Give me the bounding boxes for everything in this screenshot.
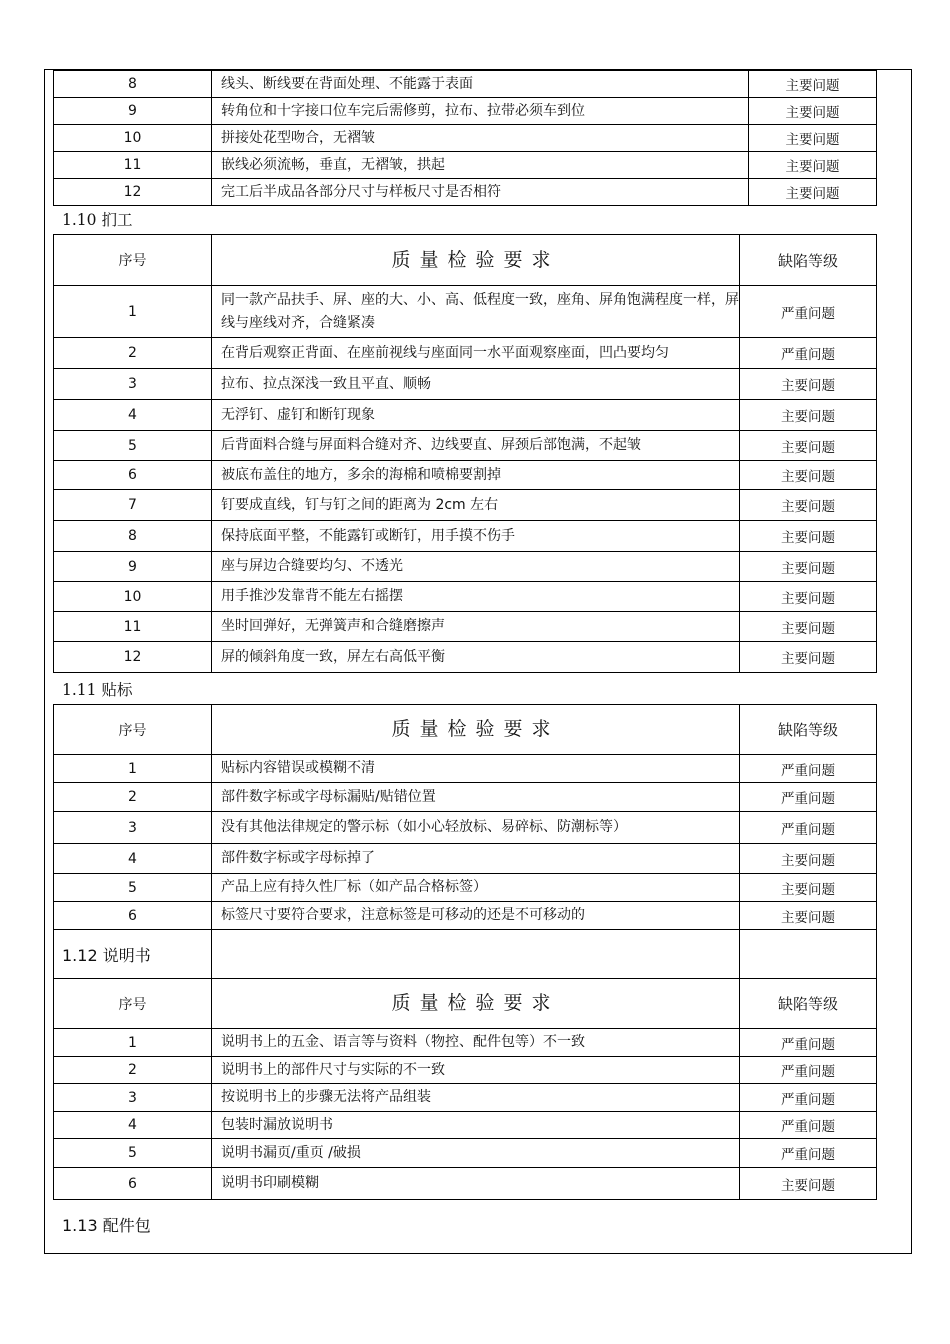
- table-row: [54, 582, 877, 612]
- table-row: [54, 612, 877, 642]
- section-row-1-12: [54, 930, 877, 979]
- row-number: 2: [54, 1057, 212, 1084]
- table-row: [54, 552, 877, 582]
- row-number: 7: [54, 490, 212, 521]
- table-row: [54, 338, 877, 369]
- row-requirement: 拉布、拉点深浅一致且平直、顺畅: [212, 369, 740, 400]
- row-defect-level: 主要问题: [740, 521, 877, 552]
- row-requirement: 钉要成直线，钉与钉之间的距离为 2cm 左右: [212, 490, 740, 521]
- table-row: [54, 874, 877, 902]
- table-row: [54, 369, 877, 400]
- table-row: [54, 1112, 877, 1139]
- row-defect-level: 主要问题: [749, 98, 877, 125]
- table-row: [54, 902, 877, 930]
- row-number: 4: [54, 1112, 212, 1139]
- row-number: 5: [54, 1139, 212, 1168]
- row-defect-level: 主要问题: [740, 552, 877, 582]
- table-header-row: [54, 705, 877, 755]
- empty-cell: [212, 930, 740, 979]
- row-number: 5: [54, 874, 212, 902]
- table-row: [54, 286, 877, 338]
- row-requirement: 座与屏边合缝要均匀、不透光: [212, 552, 740, 582]
- table-row: [54, 1139, 877, 1168]
- row-defect-level: 主要问题: [740, 844, 877, 874]
- row-requirement: 部件数字标或字母标漏贴/贴错位置: [212, 783, 740, 812]
- header-number: 序号: [54, 705, 212, 755]
- header-defect-level: 缺陷等级: [740, 705, 877, 755]
- table-row: [54, 461, 877, 490]
- row-number: 8: [54, 521, 212, 552]
- header-number: 序号: [54, 235, 212, 286]
- row-number: 5: [54, 431, 212, 461]
- row-defect-level: 主要问题: [749, 179, 877, 206]
- row-number: 6: [54, 1168, 212, 1200]
- table-body: [54, 705, 877, 1200]
- section-title-1-11: 1.11 贴标: [62, 681, 133, 699]
- quality-table-1-11-1-12: [53, 704, 877, 1200]
- header-number: 序号: [54, 979, 212, 1029]
- row-defect-level: 主要问题: [740, 874, 877, 902]
- row-requirement: 按说明书上的步骤无法将产品组装: [212, 1084, 740, 1112]
- header-title: 质量检验要求: [212, 705, 740, 755]
- row-number: 4: [54, 844, 212, 874]
- row-number: 1: [54, 286, 212, 338]
- row-number: 6: [54, 461, 212, 490]
- row-requirement: 屏的倾斜角度一致，屏左右高低平衡: [212, 642, 740, 673]
- table-row: [54, 400, 877, 431]
- row-requirement: 坐时回弹好，无弹簧声和合缝磨擦声: [212, 612, 740, 642]
- bottom-rule: [52, 1253, 876, 1254]
- row-requirement: 贴标内容错误或模糊不清: [212, 755, 740, 783]
- row-defect-level: 严重问题: [740, 1084, 877, 1112]
- row-number: 12: [54, 642, 212, 673]
- row-defect-level: 主要问题: [749, 125, 877, 152]
- row-number: 11: [54, 612, 212, 642]
- row-requirement: 拼接处花型吻合，无褶皱: [212, 125, 749, 152]
- table-row: [54, 152, 877, 179]
- row-defect-level: 严重问题: [740, 338, 877, 369]
- row-number: 3: [54, 812, 212, 844]
- row-requirement: 保持底面平整，不能露钉或断钉，用手摸不伤手: [212, 521, 740, 552]
- row-defect-level: 严重问题: [740, 1029, 877, 1057]
- table-row: [54, 783, 877, 812]
- row-requirement: 被底布盖住的地方，多余的海棉和喷棉要割掉: [212, 461, 740, 490]
- header-defect-level: 缺陷等级: [740, 979, 877, 1029]
- row-defect-level: 主要问题: [740, 400, 877, 431]
- row-requirement: 说明书印刷模糊: [212, 1168, 740, 1200]
- row-defect-level: 严重问题: [740, 812, 877, 844]
- section-title-1-10: 1.10 扪工: [62, 211, 133, 229]
- row-number: 2: [54, 783, 212, 812]
- row-defect-level: 主要问题: [740, 902, 877, 930]
- row-number: 2: [54, 338, 212, 369]
- row-requirement: 同一款产品扶手、屏、座的大、小、高、低程度一致，座角、屏角饱满程度一样，屏线与座线对齐，合缝紧凑: [212, 286, 740, 338]
- table-row: [54, 1057, 877, 1084]
- table-header-row: [54, 979, 877, 1029]
- row-defect-level: 主要问题: [740, 1168, 877, 1200]
- row-defect-level: 主要问题: [749, 152, 877, 179]
- header-title: 质量检验要求: [212, 979, 740, 1029]
- empty-cell: [740, 930, 877, 979]
- row-requirement: 嵌线必须流畅，垂直，无褶皱，拱起: [212, 152, 749, 179]
- row-defect-level: 主要问题: [740, 431, 877, 461]
- row-requirement: 线头、断线要在背面处理、不能露于表面: [212, 71, 749, 98]
- row-defect-level: 主要问题: [740, 490, 877, 521]
- quality-table-1-9-continued: [53, 70, 877, 206]
- row-number: 6: [54, 902, 212, 930]
- row-number: 4: [54, 400, 212, 431]
- quality-table-1-10: [53, 234, 877, 673]
- row-defect-level: 主要问题: [749, 71, 877, 98]
- table-row: [54, 642, 877, 673]
- row-requirement: 完工后半成品各部分尺寸与样板尺寸是否相符: [212, 179, 749, 206]
- row-requirement: 用手推沙发靠背不能左右摇摆: [212, 582, 740, 612]
- row-number: 8: [54, 71, 212, 98]
- table-row: [54, 755, 877, 783]
- row-requirement: 转角位和十字接口位车完后需修剪，拉布、拉带必须车到位: [212, 98, 749, 125]
- row-defect-level: 主要问题: [740, 582, 877, 612]
- row-defect-level: 主要问题: [740, 461, 877, 490]
- row-defect-level: 严重问题: [740, 755, 877, 783]
- row-defect-level: 主要问题: [740, 642, 877, 673]
- row-number: 10: [54, 582, 212, 612]
- row-requirement: 说明书上的部件尺寸与实际的不一致: [212, 1057, 740, 1084]
- row-requirement: 产品上应有持久性厂标（如产品合格标签）: [212, 874, 740, 902]
- table-row: [54, 98, 877, 125]
- table-row: [54, 844, 877, 874]
- header-title: 质量检验要求: [212, 235, 740, 286]
- row-defect-level: 严重问题: [740, 1139, 877, 1168]
- table-row: [54, 71, 877, 98]
- row-defect-level: 主要问题: [740, 369, 877, 400]
- table-row: [54, 1029, 877, 1057]
- table-row: [54, 1168, 877, 1200]
- table-row: [54, 431, 877, 461]
- row-requirement: 说明书上的五金、语言等与资料（物控、配件包等）不一致: [212, 1029, 740, 1057]
- table-row: [54, 125, 877, 152]
- row-requirement: 标签尺寸要符合要求，注意标签是可移动的还是不可移动的: [212, 902, 740, 930]
- table-row: [54, 490, 877, 521]
- row-defect-level: 严重问题: [740, 783, 877, 812]
- row-requirement: 部件数字标或字母标掉了: [212, 844, 740, 874]
- header-defect-level: 缺陷等级: [740, 235, 877, 286]
- row-requirement: 在背后观察正背面、在座前视线与座面同一水平面观察座面，凹凸要均匀: [212, 338, 740, 369]
- row-requirement: 后背面料合缝与屏面料合缝对齐、边线要直、屏颈后部饱满，不起皱: [212, 431, 740, 461]
- row-number: 3: [54, 369, 212, 400]
- section-title-1-13: 1.13 配件包: [62, 1216, 151, 1235]
- row-requirement: 无浮钉、虚钉和断钉现象: [212, 400, 740, 431]
- table-header-row: [54, 235, 877, 286]
- row-defect-level: 主要问题: [740, 612, 877, 642]
- section-title-1-12: 1.12 说明书: [54, 930, 212, 979]
- row-requirement: 没有其他法律规定的警示标（如小心轻放标、易碎标、防潮标等）: [212, 812, 740, 844]
- row-defect-level: 严重问题: [740, 1057, 877, 1084]
- table-row: [54, 812, 877, 844]
- row-number: 1: [54, 1029, 212, 1057]
- row-number: 11: [54, 152, 212, 179]
- row-requirement: 说明书漏页/重页 /破损: [212, 1139, 740, 1168]
- table-row: [54, 179, 877, 206]
- row-number: 10: [54, 125, 212, 152]
- row-number: 12: [54, 179, 212, 206]
- row-defect-level: 严重问题: [740, 1112, 877, 1139]
- table-row: [54, 521, 877, 552]
- row-number: 9: [54, 552, 212, 582]
- row-defect-level: 严重问题: [740, 286, 877, 338]
- row-number: 1: [54, 755, 212, 783]
- table-row: [54, 1084, 877, 1112]
- row-requirement: 包装时漏放说明书: [212, 1112, 740, 1139]
- row-number: 3: [54, 1084, 212, 1112]
- table-body: [54, 235, 877, 673]
- table-body: [54, 71, 877, 206]
- row-number: 9: [54, 98, 212, 125]
